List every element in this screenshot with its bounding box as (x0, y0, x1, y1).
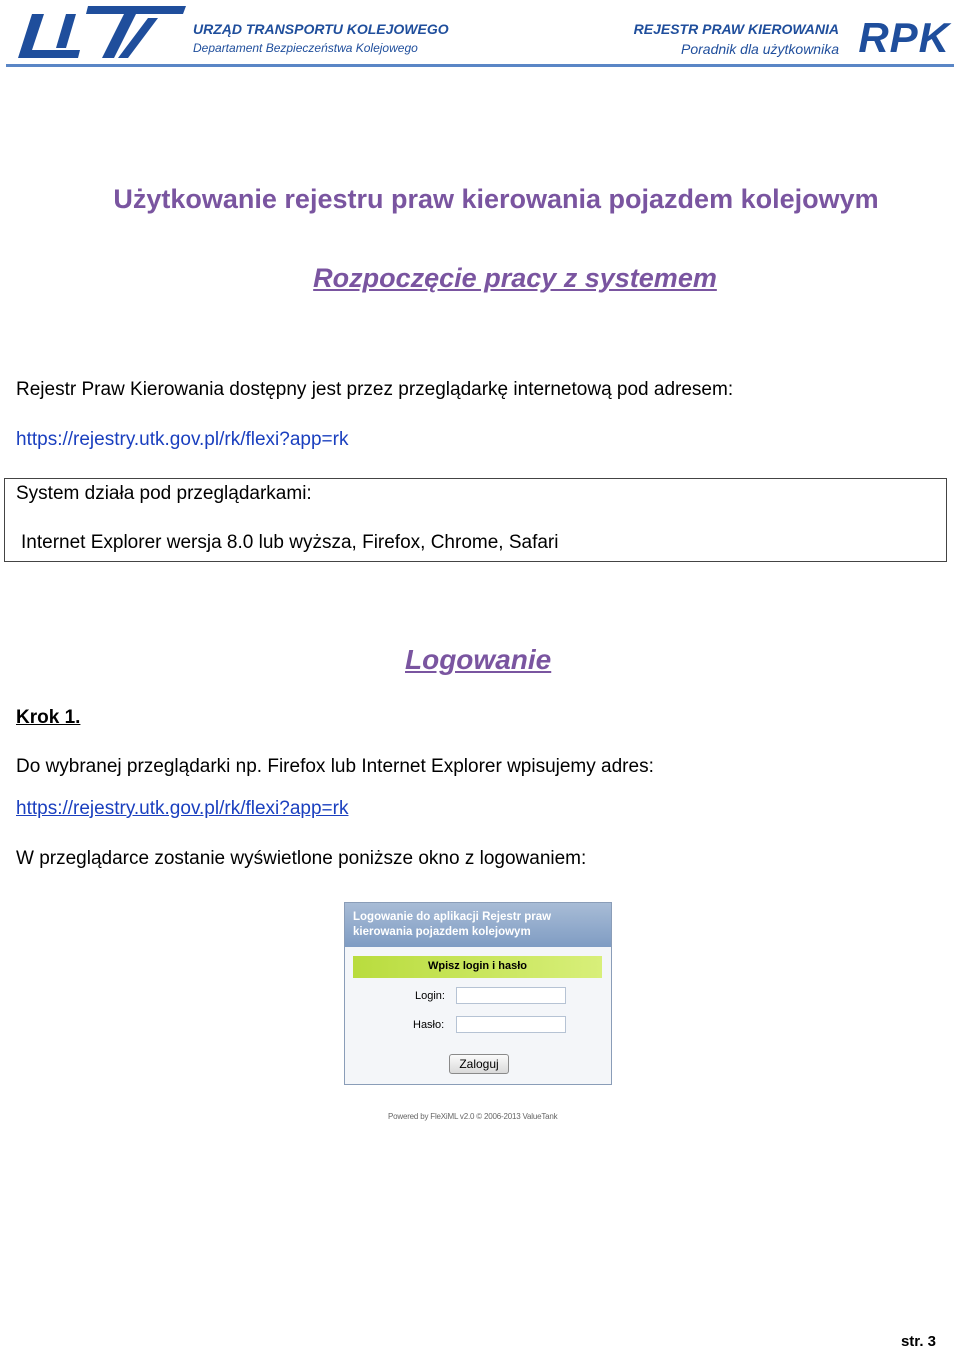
password-input[interactable] (456, 1016, 566, 1033)
login-label: Login: (415, 990, 445, 1002)
login-banner (353, 956, 602, 978)
login-button[interactable]: Zaloguj (449, 1054, 509, 1074)
page-number: str. 3 (900, 1333, 936, 1350)
window-description: W przeglądarce zostanie wyświetlone poniższe okno z logowaniem: (16, 848, 587, 869)
org-name: URZĄD TRANSPORTU KOLEJOWEGO (193, 21, 449, 37)
powered-by: Powered by FleXiML v2.0 © 2006-2013 ValueTank (388, 1112, 558, 1121)
login-window (344, 902, 612, 1085)
browsers-heading: System działa pod przeglądarkami: (16, 483, 312, 504)
step-label: Krok 1. (16, 707, 81, 728)
browsers-list: Internet Explorer wersja 8.0 lub wyższa, Firefox, Chrome, Safari (21, 532, 559, 553)
step-text: Do wybranej przeglądarki np. Firefox lub Internet Explorer wpisujemy adres: (16, 756, 654, 777)
intro-text: Rejestr Praw Kierowania dostępny jest przez przeglądarkę internetową pod adresem: (16, 379, 734, 400)
section-subtitle: Rozpoczęcie pracy z systemem (313, 263, 717, 293)
document-title: Użytkowanie rejestru praw kierowania pojazdem kolejowym (113, 184, 879, 214)
login-input[interactable] (456, 987, 566, 1004)
step-url-link[interactable]: https://rejestry.utk.gov.pl/rk/flexi?app=rk (16, 798, 349, 819)
login-window-title: Logowanie do aplikacji Rejestr praw kierowania pojazdem kolejowym (353, 911, 552, 938)
login-section-title: Logowanie (405, 644, 552, 675)
login-banner-text: Wpisz login i hasło (428, 960, 527, 972)
header-divider (6, 64, 954, 67)
rpk-abbrev: RPK (858, 14, 950, 61)
login-window-header (345, 903, 611, 947)
guide-subtitle: Poradnik dla użytkownika (681, 41, 839, 57)
registry-name: REJESTR PRAW KIEROWANIA (633, 21, 839, 37)
registry-url-link[interactable]: https://rejestry.utk.gov.pl/rk/flexi?app=rk (16, 429, 349, 450)
utk-logo (18, 4, 188, 62)
password-label: Hasło: (413, 1019, 445, 1031)
org-department: Departament Bezpieczeństwa Kolejowego (193, 41, 418, 55)
